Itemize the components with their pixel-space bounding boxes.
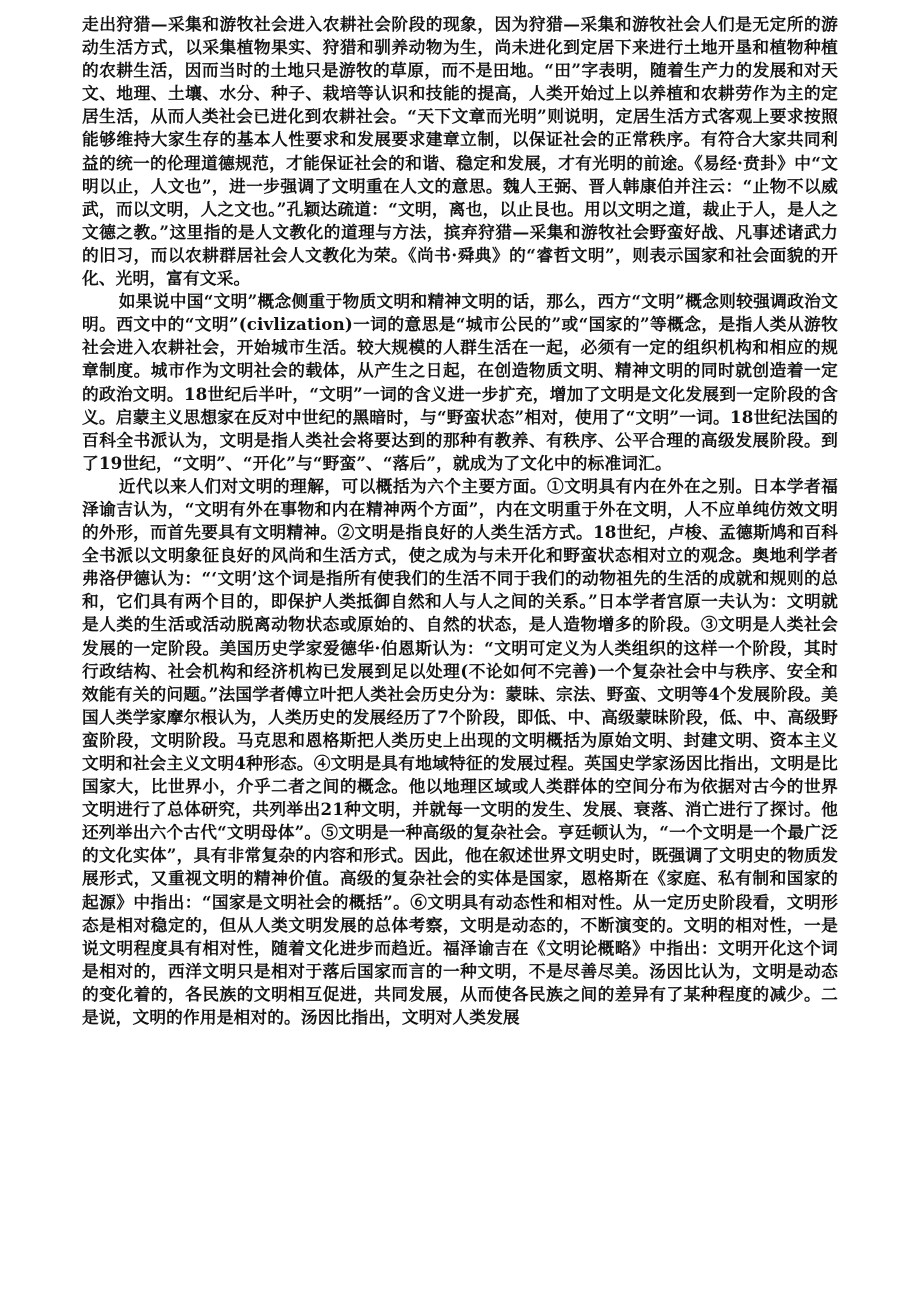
paragraph-agrarian-origin: 走出狩猎—采集和游牧社会进入农耕社会阶段的现象，因为狩猎—采集和游牧社会人们是无定所的游动生活方式，以采集植物果实、狩猎和驯养动物为生，尚未进化到定居下来进行土地开垦和植物种植的农耕生活，因而当时的土地只是游牧的草原，而不是田地。“田”字表明，随着生产力的发展和对天文、地理、土壤、水分、种子、栽培等认识和技能的提高，人类开始过上以养植和农耕劳作为主的定居生活，从而人类社会已进化到农耕社会。“天下文章而光明”则说明，定居生活方式客观上要求按照能够维持大家生存的基本人性要求和发展要求建章立制，以保证社会的正常秩序。有符合大家共同利益的统一的伦理道德规范，才能保证社会的和谐、稳定和发展，才有光明的前途。《易经·贲卦》中“文明以止，人文也”，进一步强调了文明重在人文的意思。魏人王弼、晋人韩康伯并注云：“止物不以威武，而以文明，人之文也。”孔颖达疏道：“文明，离也，以止艮也。用以文明之道，裁止于人，是人之文德之教。”这里指的是人文教化的道理与方法，摈弃狩猎—采集和游牧社会野蛮好战、凡事述诸武力的旧习，而以农耕群居社会人文教化为荣。《尚书·舜典》的“睿哲文明”，则表示国家和社会面貌的开化、光明，富有文采。 xyxy=(82,14,838,289)
paragraph-western-civilization: 如果说中国“文明”概念侧重于物质文明和精神文明的话，那么，西方“文明”概念则较强调政治文明。西文中的“文明”(civlization)一词的意思是“城市公民的”或“国家的”等概念，是指人类从游牧社会进入农耕社会，开始城市生活。较大规模的人群生活在一起，必须有一定的组织机构和相应的规章制度。城市作为文明社会的载体，从产生之日起，在创造物质文明、精神文明的同时就创造着一定的政治文明。18世纪后半叶，“文明”一词的含义进一步扩充，增加了文明是文化发展到一定阶段的含义。启蒙主义思想家在反对中世纪的黑暗时，与“野蛮状态”相对，使用了“文明”一词。18世纪法国的百科全书派认为，文明是指人类社会将要达到的那种有教养、有秩序、公平合理的高级发展阶段。到了19世纪，“文明”、“开化”与“野蛮”、“落后”，就成为了文化中的标准词汇。 xyxy=(82,291,838,473)
paragraph-six-aspects: 近代以来人们对文明的理解，可以概括为六个主要方面。①文明具有内在外在之别。日本学者福泽谕吉认为，“文明有外在事物和内在精神两个方面”，内在文明重于外在文明，人不应单纯仿效文明的外形，而首先要具有文明精神。②文明是指良好的人类生活方式。18世纪，卢梭、孟德斯鸠和百科全书派以文明象征良好的风尚和生活方式，使之成为与未开化和野蛮状态相对立的观念。奥地利学者弗洛伊德认为：“‘文明’这个词是指所有使我们的生活不同于我们的动物祖先的生活的成就和规则的总和，它们具有两个目的，即保护人类抵御自然和人与人之间的关系。”日本学者宫原一夫认为：文明就是人类的生活或活动脱离动物状态或原始的、自然的状态，是人造物增多的阶段。③文明是人类社会发展的一定阶段。美国历史学家爱德华·伯恩斯认为：“文明可定义为人类组织的这样一个阶段，其时行政结构、社会机构和经济机构已发展到足以处理(不论如何不完善)一个复杂社会中与秩序、安全和效能有关的问题。”法国学者傅立叶把人类社会历史分为：蒙昧、宗法、野蛮、文明等4个发展阶段。美国人类学家摩尔根认为，人类历史的发展经历了7个阶段，即低、中、高级蒙昧阶段，低、中、高级野蛮阶段，文明阶段。马克思和恩格斯把人类历史上出现的文明概括为原始文明、封建文明、资本主义文明和社会主义文明4种形态。④文明是具有地域特征的发展过程。英国史学家汤因比指出，文明是比国家大，比世界小，介乎二者之间的概念。他以地理区域或人类群体的空间分布为依据对古今的世界文明进行了总体研究，共列举出21种文明，并就每一文明的发生、发展、衰落、消亡进行了探讨。他还列举出六个古代“文明母体”。⑤文明是一种高级的复杂社会。亨廷顿认为，“一个文明是一个最广泛的文化实体”，具有非常复杂的内容和形式。因此，他在叙述世界文明史时，既强调了文明史的物质发展形式，又重视文明的精神价值。高级的复杂社会的实体是国家，恩格斯在《家庭、私有制和国家的起源》中指出：“国家是文明社会的概括”。⑥文明具有动态性和相对性。从一定历史阶段看，文明形态是相对稳定的，但从人类文明发展的总体考察，文明是动态的，不断演变的。文明的相对性，一是说文明程度具有相对性，随着文化进步而趋近。福泽谕吉在《文明论概略》中指出：文明开化这个词是相对的，西洋文明只是相对于落后国家而言的一种文明，不是尽善尽美。汤因比认为，文明是动态的变化着的，各民族的文明相互促进，共同发展，从而使各民族之间的差异有了某种程度的减少。二是说，文明的作用是相对的。汤因比指出，文明对人类发展 xyxy=(82,475,838,1028)
